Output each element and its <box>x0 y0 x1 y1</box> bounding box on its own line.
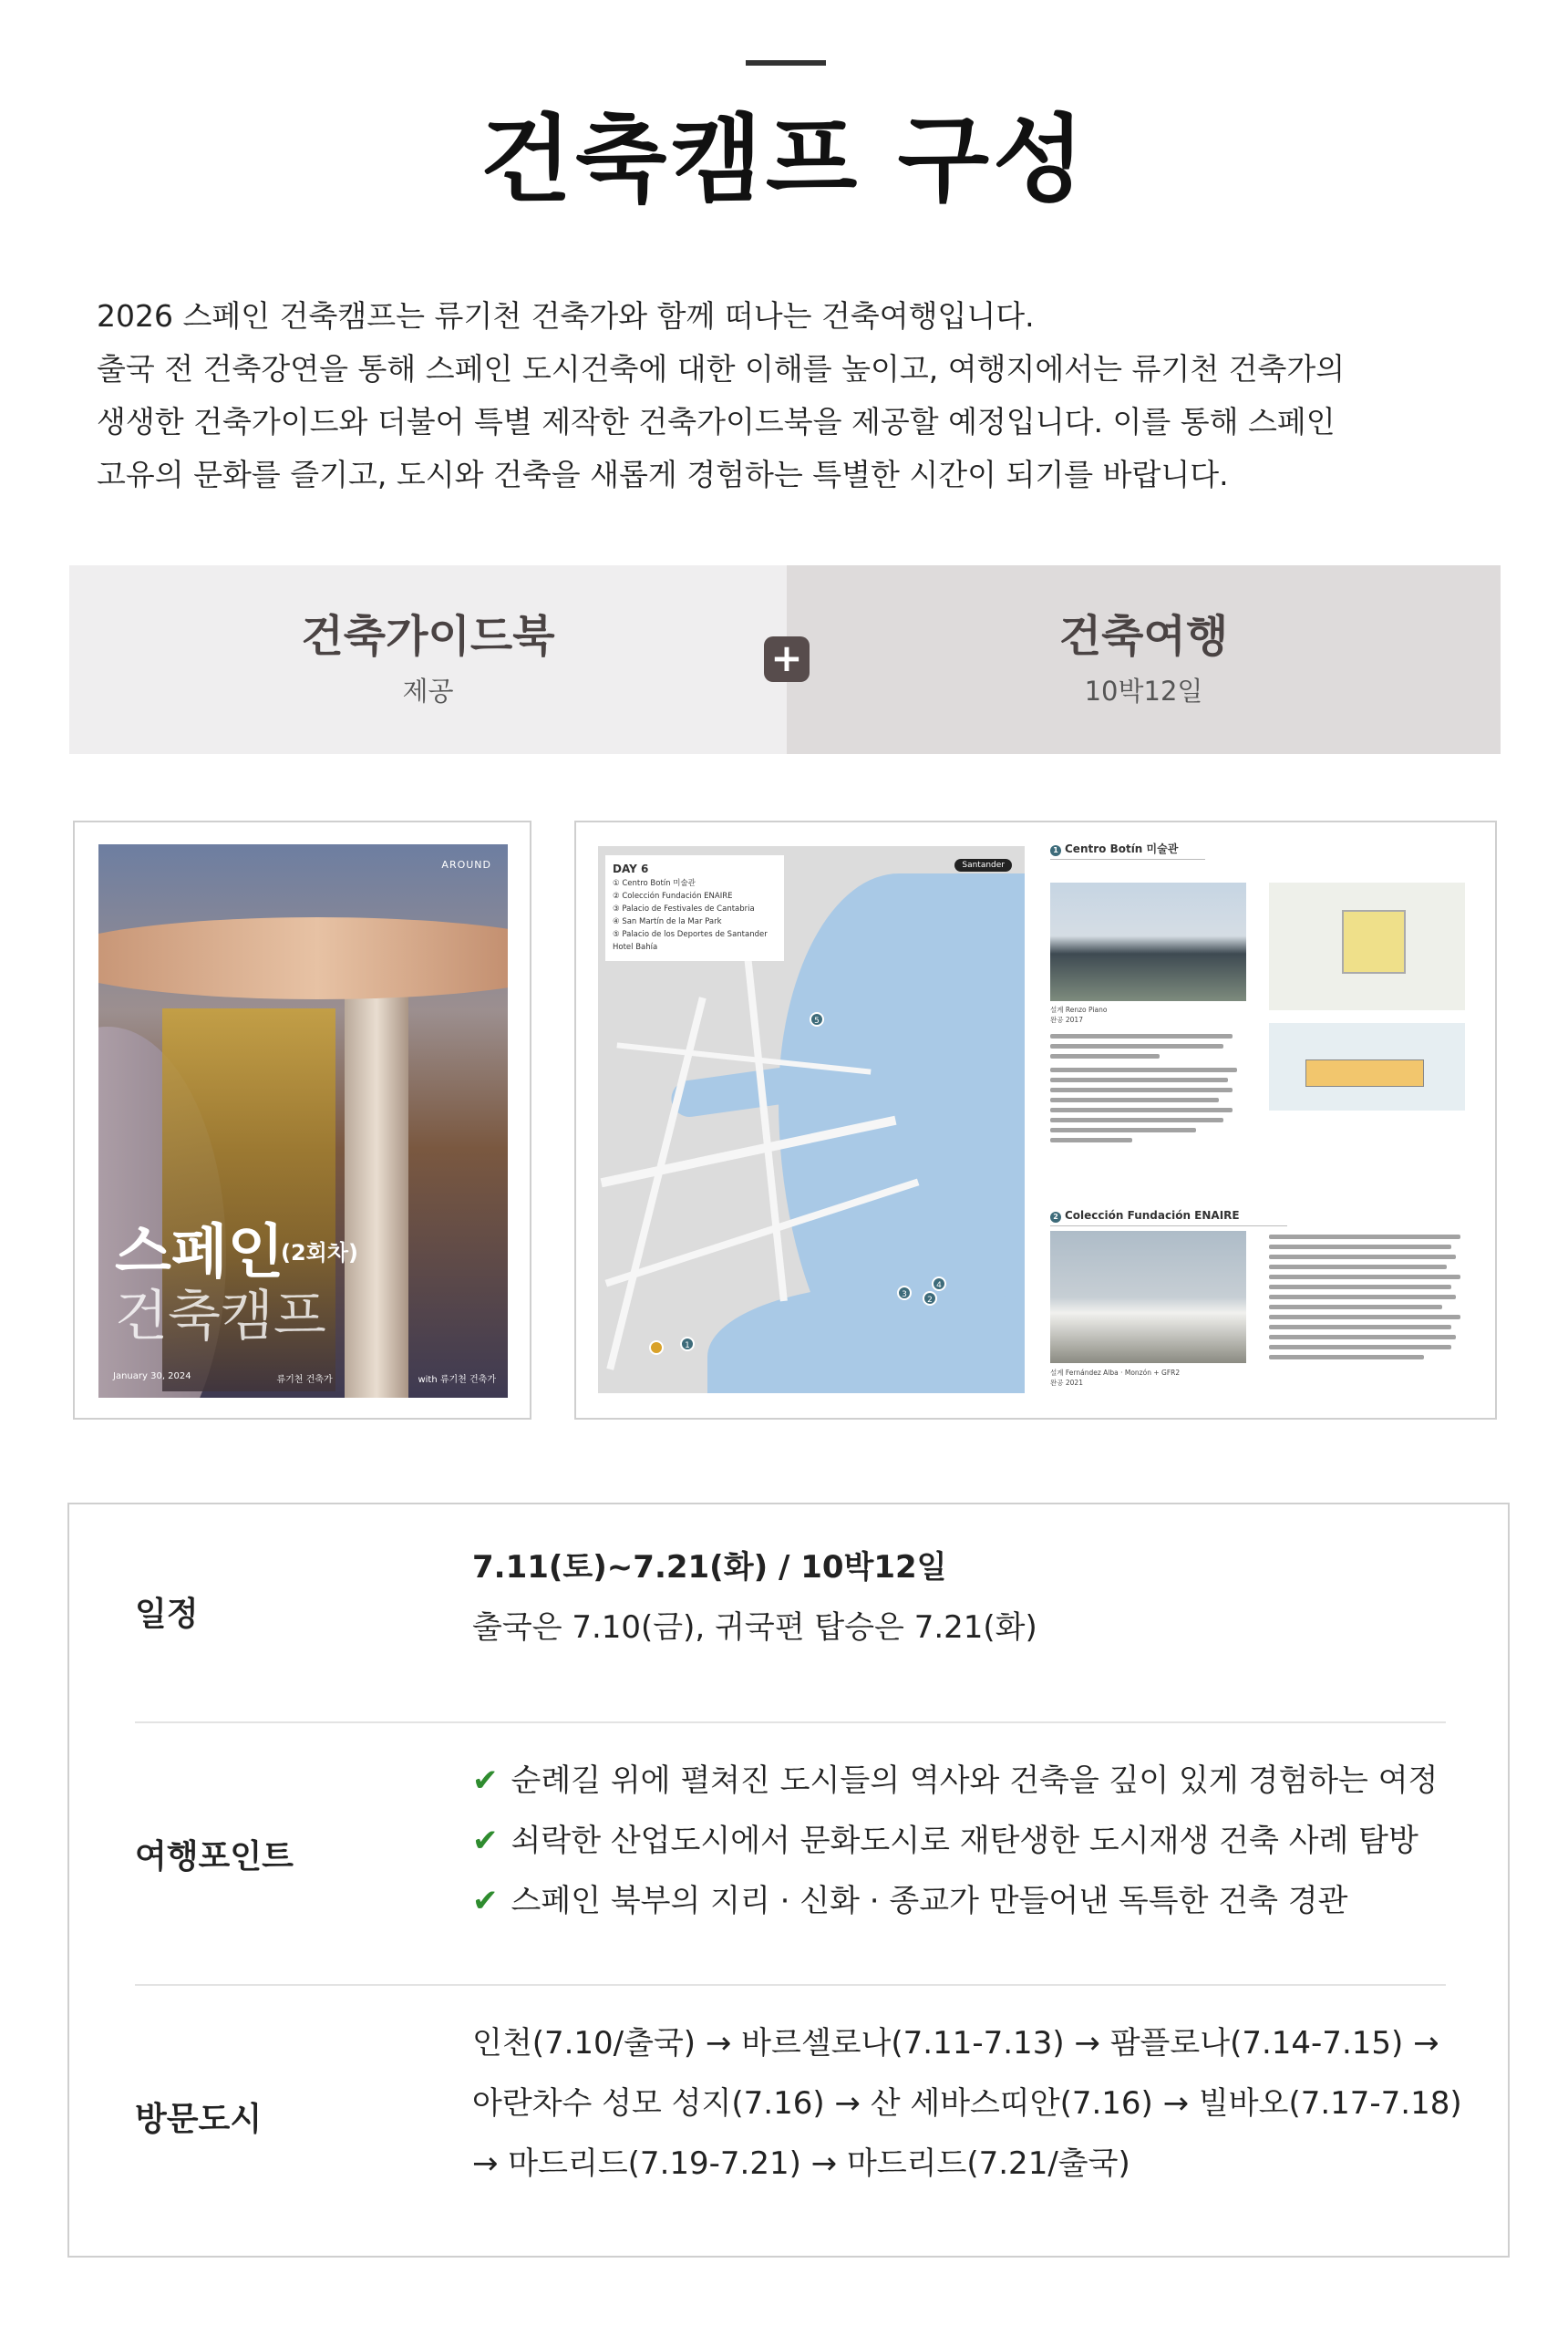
points-row <box>135 1751 1446 1951</box>
composition-banner <box>69 565 1501 754</box>
legend-item: ⑤ Palacio de los Deportes de Santander <box>613 930 768 939</box>
trip-sub: 10박12일 <box>1084 675 1203 707</box>
check-icon: ✔ <box>472 1762 499 1799</box>
legend-item: ③ Palacio de Festivales de Cantabria <box>613 904 755 914</box>
cover-edition: (2회차) <box>281 1240 359 1266</box>
cities-route <box>472 2013 1462 2194</box>
list-item <box>472 1811 1438 1871</box>
section-number: 2 <box>1050 1212 1061 1223</box>
plan-block <box>1342 910 1406 974</box>
row-divider <box>135 1721 1446 1723</box>
intro-line: 2026 스페인 건축캠프는 류기천 건축가와 함께 떠나는 건축여행입니다. <box>97 298 1035 334</box>
map-sea <box>707 1284 1025 1393</box>
point-text: 스페인 북부의 지리 · 신화 · 종교가 만들어낸 독특한 건축 경관 <box>511 1883 1348 1919</box>
point-text: 쇠락한 산업도시에서 문화도시로 재탄생한 도시재생 건축 사례 탐방 <box>511 1823 1418 1859</box>
schedule-note: 출국은 7.10(금), 귀국편 탑승은 7.21(화) <box>472 1609 1037 1646</box>
route-line: 인천(7.10/출국) → 바르셀로나(7.11-7.13) → 팜플로나(7.14-7.15) → <box>472 2025 1439 2062</box>
list-item <box>472 1751 1438 1811</box>
body-text-placeholder <box>1269 1235 1465 1365</box>
centro-botin-photo <box>1050 883 1246 1001</box>
map-pin: 5 <box>810 1012 824 1027</box>
guidebook-cover-image <box>73 821 531 1420</box>
meta-line: 완공 2017 <box>1050 1016 1083 1024</box>
section-heading <box>1050 841 1205 860</box>
cover-deco <box>98 917 508 999</box>
page-title: 건축캠프 구성 <box>480 104 1088 215</box>
guidebook-sub: 제공 <box>402 675 454 707</box>
map-image <box>598 846 1025 1393</box>
intro-line: 출국 전 건축강연을 통해 스페인 도시건축에 대한 이해를 높이고, 여행지에서는 류기천 건축가의 <box>97 351 1346 387</box>
legend-item: Hotel Bahía <box>613 943 658 952</box>
guidebook-title: 건축가이드북 <box>301 611 555 662</box>
section-number: 1 <box>1050 845 1061 856</box>
trip-info-table <box>67 1503 1510 2258</box>
meta-line: 설계 Fernández Alba · Monzón + GFR2 <box>1050 1369 1181 1377</box>
intro-line: 고유의 문화를 즐기고, 도시와 건축을 새롭게 경험하는 특별한 시간이 되기를 바랍니다. <box>97 457 1229 492</box>
map-legend <box>605 855 784 961</box>
section-heading <box>1050 1209 1287 1226</box>
check-icon: ✔ <box>472 1823 499 1859</box>
meta-line: 설계 Renzo Piano <box>1050 1006 1108 1014</box>
section-block <box>1305 1059 1424 1087</box>
title-accent-bar <box>746 60 826 66</box>
guidebook-panel <box>69 565 787 754</box>
map-pin: 2 <box>923 1291 937 1306</box>
schedule-row <box>135 1537 1446 1692</box>
intro-text <box>97 290 1482 501</box>
map-pin: 1 <box>680 1337 695 1351</box>
meta-line: 완공 2021 <box>1050 1379 1083 1387</box>
city-badge: Santander <box>954 859 1012 872</box>
points-label: 여행포인트 <box>135 1838 294 1876</box>
legend-item: ④ San Martín de la Mar Park <box>613 917 722 926</box>
section-meta <box>1050 1005 1107 1025</box>
cover-brand: AROUND <box>441 859 491 871</box>
cover-author: 류기천 건축가 <box>276 1375 333 1385</box>
enaire-photo <box>1050 1231 1246 1363</box>
map-pin: 3 <box>897 1286 912 1300</box>
schedule-label: 일정 <box>135 1596 199 1633</box>
cover-footer <box>113 1371 496 1385</box>
section-drawing <box>1269 1023 1465 1111</box>
guide-page <box>1050 841 1479 1401</box>
schedule-dates: 7.11(토)~7.21(화) / 10박12일 <box>472 1549 947 1586</box>
cover-subtitle: 건축캠프 <box>115 1285 326 1349</box>
row-divider <box>135 1984 1446 1986</box>
plus-icon: + <box>764 636 810 682</box>
points-list <box>472 1751 1438 1931</box>
legend-item: ② Colección Fundación ENAIRE <box>613 892 733 901</box>
site-plan-drawing <box>1269 883 1465 1010</box>
body-text-placeholder <box>1050 1034 1242 1148</box>
trip-title: 건축여행 <box>1058 611 1229 662</box>
section-meta <box>1050 1368 1180 1388</box>
list-item <box>472 1871 1438 1931</box>
schedule-content <box>472 1537 1037 1658</box>
route-line: → 마드리드(7.19-7.21) → 마드리드(7.21/출국) <box>472 2145 1130 2182</box>
intro-line: 생생한 건축가이드와 더불어 특별 제작한 건축가이드북을 제공할 예정입니다. 이를 통해 스페인 <box>97 404 1336 439</box>
point-text: 순례길 위에 펼쳐진 도시들의 역사와 건축을 깊이 있게 경험하는 여정 <box>511 1762 1439 1799</box>
cover-title: 스페인 <box>115 1219 284 1287</box>
legend-item: ① Centro Botín 미술관 <box>613 879 696 888</box>
check-icon: ✔ <box>472 1883 499 1919</box>
section-title: Colección Fundación ENAIRE <box>1065 1209 1240 1222</box>
cities-row <box>135 2013 1462 2214</box>
section-title: Centro Botín 미술관 <box>1065 842 1179 855</box>
guidebook-spread-image <box>574 821 1497 1420</box>
trip-panel <box>787 565 1501 754</box>
cover-deco <box>345 981 408 1398</box>
cover-date: January 30, 2024 <box>113 1371 191 1381</box>
map-pin: 4 <box>932 1276 946 1291</box>
legend-day: DAY 6 <box>613 863 649 875</box>
hotel-pin-icon <box>649 1340 664 1355</box>
route-line: 아란차수 성모 성지(7.16) → 산 세바스띠안(7.16) → 빌바오(7.17-7.18) <box>472 2085 1462 2122</box>
cover-with: with 류기천 건축가 <box>418 1375 496 1385</box>
cover-photo <box>98 844 508 1398</box>
cities-label: 방문도시 <box>135 2101 263 2138</box>
